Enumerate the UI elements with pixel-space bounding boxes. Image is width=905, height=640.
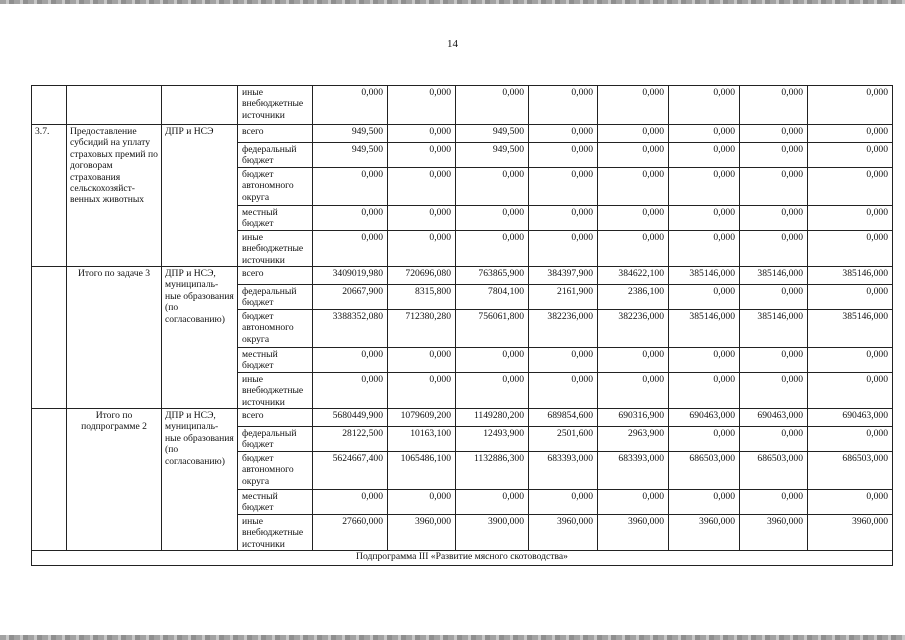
amount-cell: 385146,000 (669, 309, 740, 347)
amount-cell: 0,000 (740, 86, 808, 125)
amount-cell: 3960,000 (669, 514, 740, 550)
amount-cell: 385146,000 (669, 267, 740, 285)
amount-cell: 0,000 (598, 143, 669, 168)
amount-cell: 0,000 (598, 167, 669, 205)
table-row (32, 125, 893, 143)
scan-edge-top (0, 0, 905, 4)
amount-cell: 1079609,200 (388, 409, 456, 427)
amount-cell: 0,000 (669, 489, 740, 514)
amount-cell: 949,500 (313, 143, 388, 168)
amount-cell: 0,000 (808, 143, 893, 168)
funding-source-cell: всего (238, 409, 313, 427)
amount-cell: 949,500 (456, 143, 529, 168)
amount-cell: 0,000 (598, 125, 669, 143)
row-number-cell (32, 267, 67, 409)
amount-cell: 0,000 (388, 86, 456, 125)
amount-cell: 690316,900 (598, 409, 669, 427)
amount-cell: 0,000 (808, 489, 893, 514)
amount-cell: 0,000 (388, 125, 456, 143)
amount-cell: 0,000 (456, 167, 529, 205)
budget-table (31, 85, 893, 566)
amount-cell: 0,000 (529, 347, 598, 372)
amount-cell: 0,000 (808, 86, 893, 125)
amount-cell: 385146,000 (808, 267, 893, 285)
amount-cell: 28122,500 (313, 427, 388, 452)
amount-cell: 0,000 (808, 285, 893, 310)
funding-source-cell: иные внебюджетные источники (238, 230, 313, 266)
amount-cell: 0,000 (669, 125, 740, 143)
amount-cell: 0,000 (529, 143, 598, 168)
executor-cell: ДПР и НСЭ, муниципаль-ные образования (по согласованию) (162, 409, 238, 551)
amount-cell: 1065486,100 (388, 451, 456, 489)
amount-cell: 0,000 (808, 427, 893, 452)
amount-cell: 0,000 (669, 205, 740, 230)
amount-cell: 0,000 (529, 230, 598, 266)
amount-cell: 384622,100 (598, 267, 669, 285)
table-row (32, 409, 893, 427)
amount-cell: 0,000 (456, 347, 529, 372)
amount-cell: 0,000 (388, 230, 456, 266)
amount-cell: 5680449,900 (313, 409, 388, 427)
amount-cell: 385146,000 (740, 267, 808, 285)
amount-cell: 3900,000 (456, 514, 529, 550)
amount-cell: 949,500 (456, 125, 529, 143)
amount-cell: 0,000 (456, 230, 529, 266)
amount-cell: 0,000 (598, 489, 669, 514)
table-row (32, 86, 893, 125)
amount-cell: 10163,100 (388, 427, 456, 452)
amount-cell: 0,000 (529, 372, 598, 408)
amount-cell: 0,000 (598, 347, 669, 372)
amount-cell: 27660,000 (313, 514, 388, 550)
amount-cell: 683393,000 (529, 451, 598, 489)
amount-cell: 0,000 (598, 372, 669, 408)
subprogram-header-row (32, 551, 893, 566)
executor-cell: ДПР и НСЭ (162, 125, 238, 267)
amount-cell: 0,000 (598, 86, 669, 125)
funding-source-cell: иные внебюджетные источники (238, 514, 313, 550)
amount-cell: 0,000 (598, 205, 669, 230)
amount-cell: 0,000 (598, 230, 669, 266)
amount-cell: 0,000 (740, 427, 808, 452)
amount-cell: 0,000 (456, 372, 529, 408)
amount-cell: 763865,900 (456, 267, 529, 285)
funding-source-cell: всего (238, 125, 313, 143)
executor-cell (162, 86, 238, 125)
funding-source-cell: федеральный бюджет (238, 143, 313, 168)
amount-cell: 0,000 (388, 489, 456, 514)
amount-cell: 0,000 (808, 347, 893, 372)
amount-cell: 0,000 (808, 125, 893, 143)
amount-cell: 0,000 (529, 86, 598, 125)
amount-cell: 0,000 (740, 167, 808, 205)
amount-cell: 3960,000 (529, 514, 598, 550)
amount-cell: 2963,900 (598, 427, 669, 452)
amount-cell: 0,000 (808, 205, 893, 230)
amount-cell: 949,500 (313, 125, 388, 143)
amount-cell: 0,000 (740, 285, 808, 310)
amount-cell: 0,000 (740, 489, 808, 514)
amount-cell: 690463,000 (669, 409, 740, 427)
amount-cell: 0,000 (740, 347, 808, 372)
amount-cell: 7804,100 (456, 285, 529, 310)
amount-cell: 3388352,080 (313, 309, 388, 347)
amount-cell: 3960,000 (388, 514, 456, 550)
amount-cell: 686503,000 (669, 451, 740, 489)
amount-cell: 0,000 (669, 347, 740, 372)
amount-cell: 0,000 (669, 143, 740, 168)
page-number: 14 (447, 38, 458, 50)
amount-cell: 0,000 (388, 205, 456, 230)
amount-cell: 1132886,300 (456, 451, 529, 489)
amount-cell: 2386,100 (598, 285, 669, 310)
amount-cell: 0,000 (740, 372, 808, 408)
amount-cell: 712380,280 (388, 309, 456, 347)
amount-cell: 0,000 (669, 372, 740, 408)
amount-cell: 686503,000 (740, 451, 808, 489)
funding-source-cell: местный бюджет (238, 347, 313, 372)
amount-cell: 8315,800 (388, 285, 456, 310)
amount-cell: 0,000 (456, 205, 529, 230)
amount-cell: 0,000 (313, 167, 388, 205)
amount-cell: 5624667,400 (313, 451, 388, 489)
amount-cell: 0,000 (669, 285, 740, 310)
amount-cell: 0,000 (740, 143, 808, 168)
amount-cell: 3960,000 (598, 514, 669, 550)
amount-cell: 0,000 (529, 489, 598, 514)
executor-cell: ДПР и НСЭ, муниципаль-ные образования (по согласованию) (162, 267, 238, 409)
amount-cell: 0,000 (669, 230, 740, 266)
amount-cell: 0,000 (313, 347, 388, 372)
amount-cell: 0,000 (740, 205, 808, 230)
amount-cell: 385146,000 (808, 309, 893, 347)
row-number-cell: 3.7. (32, 125, 67, 267)
subprogram-title: Подпрограмма III «Развитие мясного скотоводства» (32, 551, 893, 566)
row-number-cell (32, 86, 67, 125)
funding-source-cell: иные внебюджетные источники (238, 372, 313, 408)
funding-source-cell: всего (238, 267, 313, 285)
funding-source-cell: федеральный бюджет (238, 285, 313, 310)
amount-cell: 0,000 (529, 167, 598, 205)
amount-cell: 0,000 (388, 167, 456, 205)
funding-source-cell: федеральный бюджет (238, 427, 313, 452)
table-body (32, 86, 893, 566)
amount-cell: 20667,900 (313, 285, 388, 310)
amount-cell: 382236,000 (598, 309, 669, 347)
amount-cell: 0,000 (388, 372, 456, 408)
activity-name-cell: Итого по задаче 3 (67, 267, 162, 409)
amount-cell: 683393,000 (598, 451, 669, 489)
funding-source-cell: иные внебюджетные источники (238, 86, 313, 125)
amount-cell: 0,000 (808, 167, 893, 205)
amount-cell: 382236,000 (529, 309, 598, 347)
amount-cell: 3409019,980 (313, 267, 388, 285)
amount-cell: 2161,900 (529, 285, 598, 310)
amount-cell: 0,000 (388, 143, 456, 168)
amount-cell: 0,000 (313, 372, 388, 408)
amount-cell: 0,000 (669, 427, 740, 452)
amount-cell: 0,000 (456, 86, 529, 125)
amount-cell: 3960,000 (808, 514, 893, 550)
amount-cell: 385146,000 (740, 309, 808, 347)
amount-cell: 12493,900 (456, 427, 529, 452)
amount-cell: 0,000 (740, 125, 808, 143)
amount-cell: 0,000 (313, 86, 388, 125)
funding-source-cell: бюджет автономного округа (238, 167, 313, 205)
activity-name-cell: Итого по подпрограмме 2 (67, 409, 162, 551)
scan-edge-bottom (0, 635, 905, 640)
amount-cell: 3960,000 (740, 514, 808, 550)
amount-cell: 2501,600 (529, 427, 598, 452)
amount-cell: 1149280,200 (456, 409, 529, 427)
funding-source-cell: местный бюджет (238, 489, 313, 514)
amount-cell: 0,000 (529, 125, 598, 143)
funding-source-cell: бюджет автономного округа (238, 309, 313, 347)
table-row (32, 267, 893, 285)
amount-cell: 0,000 (808, 372, 893, 408)
amount-cell: 756061,800 (456, 309, 529, 347)
amount-cell: 0,000 (808, 230, 893, 266)
amount-cell: 720696,080 (388, 267, 456, 285)
amount-cell: 0,000 (669, 86, 740, 125)
amount-cell: 0,000 (740, 230, 808, 266)
amount-cell: 0,000 (669, 167, 740, 205)
amount-cell: 0,000 (313, 230, 388, 266)
row-number-cell (32, 409, 67, 551)
amount-cell: 686503,000 (808, 451, 893, 489)
amount-cell: 0,000 (313, 205, 388, 230)
amount-cell: 0,000 (529, 205, 598, 230)
amount-cell: 690463,000 (808, 409, 893, 427)
amount-cell: 689854,600 (529, 409, 598, 427)
amount-cell: 690463,000 (740, 409, 808, 427)
funding-source-cell: местный бюджет (238, 205, 313, 230)
amount-cell: 0,000 (388, 347, 456, 372)
amount-cell: 384397,900 (529, 267, 598, 285)
amount-cell: 0,000 (313, 489, 388, 514)
activity-name-cell (67, 86, 162, 125)
amount-cell: 0,000 (456, 489, 529, 514)
funding-source-cell: бюджет автономного округа (238, 451, 313, 489)
activity-name-cell: Предоставление субсидий на уплату страховых премий по договорам страхования сельскохозяйст-венных животных (67, 125, 162, 267)
